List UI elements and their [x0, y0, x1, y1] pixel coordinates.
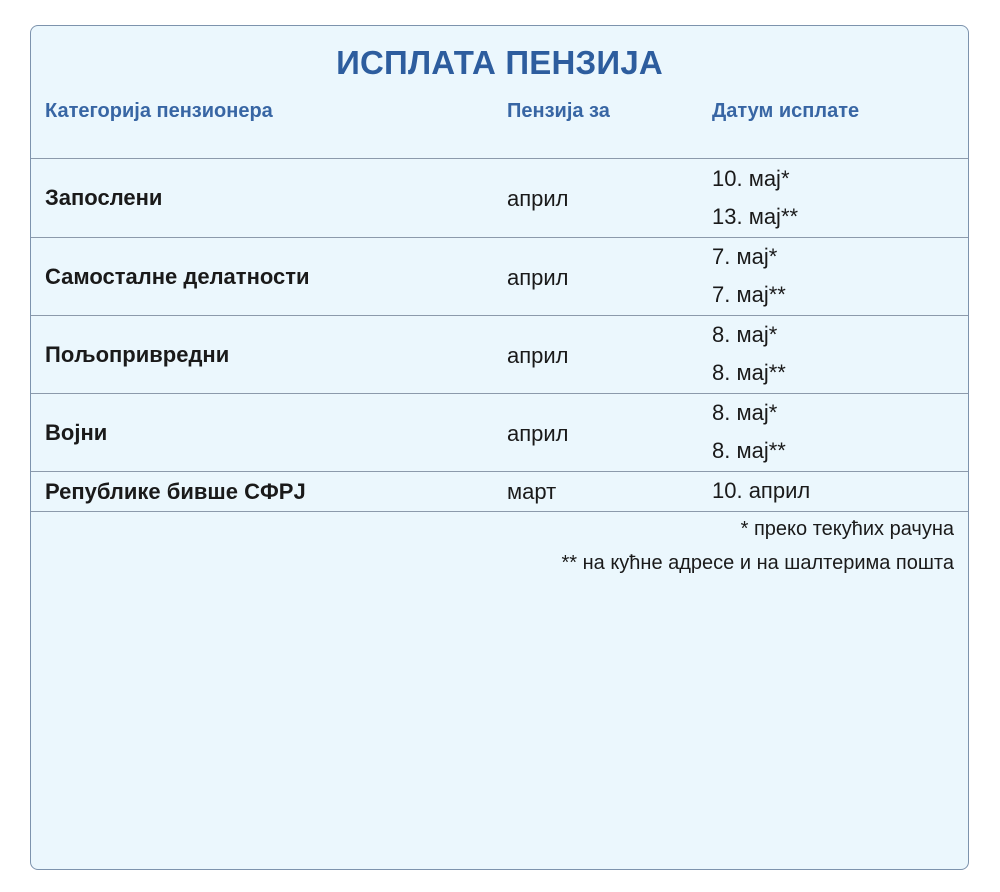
date-current-account: 7. мај* — [712, 244, 778, 269]
table-row — [31, 237, 968, 315]
date-home-post: 13. мај** — [712, 204, 799, 229]
table-row — [31, 393, 968, 471]
category-cell: Запослени — [45, 185, 163, 210]
date-current-account: 8. мај* — [712, 322, 778, 347]
date-current-account: 8. мај* — [712, 400, 778, 425]
dates-cell — [712, 316, 786, 392]
date-current-account: 10. мај* — [712, 166, 790, 191]
date-home-post: 8. мај** — [712, 360, 786, 385]
pension-payment-card — [30, 25, 969, 870]
month-cell: март — [507, 479, 557, 504]
category-cell: Републике бивше СФРЈ — [45, 479, 306, 504]
header-payment-date: Датум исплате — [712, 100, 860, 122]
dates-cell — [712, 238, 786, 314]
month-cell: април — [507, 421, 569, 446]
dates-cell — [712, 472, 810, 510]
date-home-post: 7. мај** — [712, 282, 786, 307]
category-cell: Самосталне делатности — [45, 264, 310, 289]
page-title: ИСПЛАТА ПЕНЗИЈА — [336, 44, 663, 81]
table-row — [31, 158, 968, 237]
table-bottom-divider — [31, 511, 968, 512]
header-pension-for: Пензија за — [507, 100, 610, 122]
month-cell: април — [507, 265, 569, 290]
table-row — [31, 471, 968, 512]
date-home-post: 8. мај** — [712, 438, 786, 463]
date-single: 10. април — [712, 478, 811, 503]
footnote-current-account: * преко текућих рачуна — [740, 518, 954, 540]
month-cell: април — [507, 343, 569, 368]
month-cell: април — [507, 186, 569, 211]
header-category: Категорија пензионера — [45, 100, 273, 122]
table-row — [31, 315, 968, 393]
footnote-home-post: ** на кућне адресе и на шалтерима пошта — [561, 552, 954, 574]
category-cell: Пољопривредни — [45, 342, 230, 367]
category-cell: Војни — [45, 420, 108, 445]
dates-cell — [712, 394, 786, 470]
dates-cell — [712, 160, 798, 236]
